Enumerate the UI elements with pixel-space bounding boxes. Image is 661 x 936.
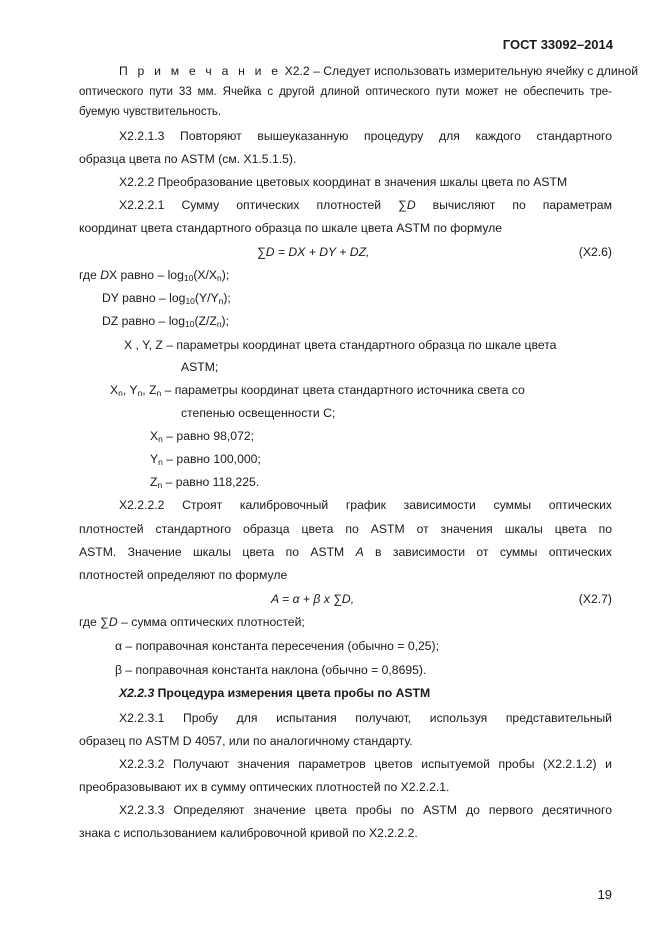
section-heading-x223: X2.2.3 Процедура измерения цвета пробы по ASTM [119, 686, 431, 700]
value-zn: $Z_n$ – равно 118,225. [150, 475, 260, 490]
def-xyz-line-1: X , Y, Z – параметры координат цвета стандартного образца по шкале цвета [124, 338, 557, 352]
document-header: ГОСТ 33092–2014 [502, 37, 613, 52]
para-x2221-line-1: X2.2.2.1 Сумму оптических плотностей ∑D вычисляют по параметрам [119, 198, 612, 212]
def-xn-line-2: степенью освещенности С; [181, 406, 336, 420]
def-xn-line-1: $X_n$, $Y_n$, $Z_n$ – параметры координат цвета стандартного источника света со [110, 383, 525, 398]
def-dz: DZ равно – $\log_{10}(Z/Z_n)$; [102, 314, 229, 329]
def-dy: DY равно – $\log_{10}(Y/Y_n)$; [102, 291, 231, 306]
para-x2233-line-1: X2.2.3.3 Определяют значение цвета пробы по ASTM до первого десятичного [119, 803, 612, 817]
note-line-2: оптического пути 33 мм. Ячейка с другой длиной оптического пути может не обеспечить тре- [79, 86, 612, 98]
para-x2231-line-1: X2.2.3.1 Пробу для испытания получают, используя представительный [119, 711, 612, 725]
equation-x27-number: (X2.7) [578, 592, 612, 606]
para-x2213-line-1: X2.2.1.3 Повторяют вышеуказанную процедуру для каждого стандартного [119, 129, 612, 143]
para-x2222-line-1: X2.2.2.2 Строят калибровочный график зависимости суммы оптических [119, 498, 612, 512]
page-number: 19 [597, 887, 612, 902]
para-x2232-line-2: преобразовывают их в сумму оптических плотностей по X2.2.2.1. [79, 780, 450, 794]
def-dx: где DX равно – $\log_{10}(X/X_n)$; [79, 268, 230, 283]
para-x2222-line-4: плотностей определяют по формуле [79, 568, 288, 582]
para-x2233-line-2: знака с использованием калибровочной кривой по X2.2.2.2. [79, 826, 418, 840]
value-yn: $Y_n$ – равно 100,000; [150, 452, 261, 467]
def-xyz-line-2: ASTM; [181, 360, 219, 374]
para-x2213-line-2: образца цвета по ASTM (см. X1.5.1.5). [79, 152, 297, 166]
equation-x26: ∑D = DX + DY + DZ, [257, 245, 370, 259]
def-beta: β – поправочная константа наклона (обычно = 0,8695). [115, 663, 427, 677]
note-line-3: буемую чувствительность. [79, 106, 222, 118]
para-x2222-line-3: ASTM. Значение шкалы цвета по ASTM A в зависимости от суммы оптических [79, 545, 612, 559]
para-x2221-line-2: координат цвета стандартного образца по шкале цвета ASTM по формуле [79, 221, 503, 235]
equation-x26-number: (X2.6) [578, 245, 612, 259]
def-sum-d: где ∑D – сумма оптических плотностей; [79, 615, 305, 629]
note-label: П р и м е ч а н и е [119, 64, 282, 78]
equation-x27: A = α + β x ∑D, [271, 592, 355, 606]
para-x2222-line-2: плотностей стандартного образца цвета по ASTM от значения шкалы цвета по [79, 522, 612, 536]
para-x222: X2.2.2 Преобразование цветовых координат в значения шкалы цвета по ASTM [119, 175, 568, 189]
note-text-1: X2.2 – Следует использовать измерительную ячейку с длиной [284, 64, 639, 78]
para-x2231-line-2: образец по ASTM D 4057, или по аналогичному стандарту. [79, 734, 413, 748]
note-line-1 [119, 64, 639, 78]
value-xn: $X_n$ – равно 98,072; [150, 429, 255, 444]
def-alpha: α – поправочная константа пересечения (обычно = 0,25); [115, 639, 439, 653]
para-x2232-line-1: X2.2.3.2 Получают значения параметров цветов испытуемой пробы (X2.2.1.2) и [119, 757, 612, 771]
